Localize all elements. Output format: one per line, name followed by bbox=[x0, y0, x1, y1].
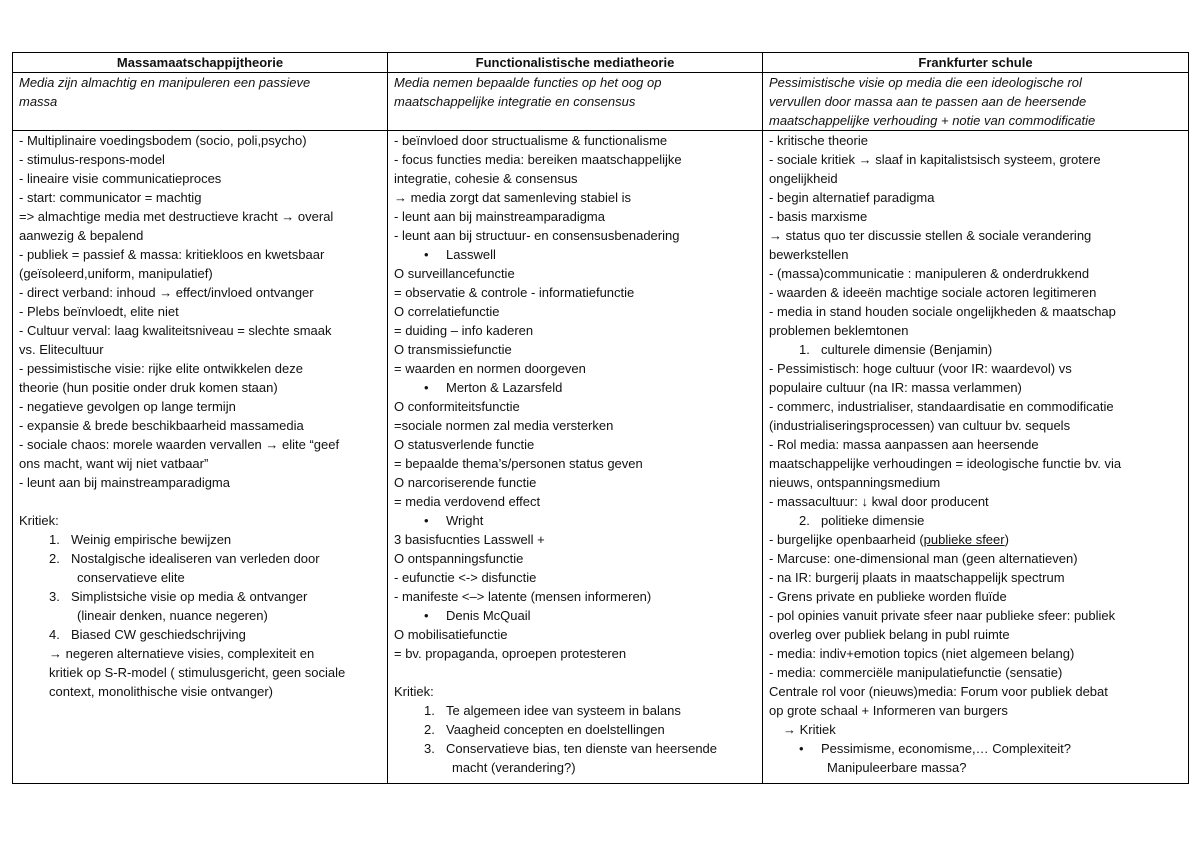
line-text: - Grens private en publieke worden fluïde bbox=[769, 589, 1007, 604]
text-line bbox=[769, 283, 1182, 302]
line-text: conservatieve elite bbox=[77, 570, 185, 585]
text-line bbox=[769, 663, 1182, 682]
line-text: - leunt aan bij structuur- en consensusbenadering bbox=[394, 228, 680, 243]
line-text: O narcoriserende functie bbox=[394, 475, 537, 490]
list-item bbox=[394, 720, 756, 739]
line-text: - manifeste <–> latente (mensen informeren) bbox=[394, 589, 652, 604]
intro-row bbox=[13, 73, 1189, 131]
line-text: - focus functies media: bereiken maatschappelijke bbox=[394, 152, 682, 167]
line-text: Vaagheid concepten en doelstellingen bbox=[446, 722, 665, 737]
line-text: - beïnvloed door structualisme & functionalisme bbox=[394, 133, 668, 148]
line-text: → status quo ter discussie stellen & sociale verandering bbox=[769, 228, 1092, 243]
text-line bbox=[769, 682, 1182, 701]
line-text: - leunt aan bij mainstreamparadigma bbox=[19, 475, 230, 490]
list-number: 1. bbox=[49, 532, 60, 547]
line-text: Lasswell bbox=[446, 247, 496, 262]
intro-cell bbox=[763, 73, 1189, 131]
text-line bbox=[19, 682, 381, 701]
list-item bbox=[394, 739, 756, 758]
text-line bbox=[769, 416, 1182, 435]
text-line bbox=[769, 435, 1182, 454]
intro-line: Media nemen bepaalde functies op het oog op bbox=[394, 75, 662, 90]
text-line bbox=[769, 644, 1182, 663]
text-line bbox=[394, 226, 756, 245]
line-text: O statusverlende functie bbox=[394, 437, 535, 452]
line-text: maatschappelijke verhoudingen = ideologische functie bv. via bbox=[769, 456, 1122, 471]
intro-line: vervullen door massa aan te passen aan de heersende bbox=[769, 94, 1087, 109]
text-line bbox=[19, 150, 381, 169]
text-line bbox=[769, 150, 1182, 169]
line-text: ons macht, want wij niet vatbaar” bbox=[19, 456, 209, 471]
line-text: - expansie & brede beschikbaarheid massamedia bbox=[19, 418, 304, 433]
text-line bbox=[769, 397, 1182, 416]
line-text: - negatieve gevolgen op lange termijn bbox=[19, 399, 236, 414]
intro-line: maatschappelijke integratie en consensus bbox=[394, 94, 636, 109]
line-text: - basis marxisme bbox=[769, 209, 868, 224]
list-item bbox=[19, 587, 381, 606]
text-line bbox=[394, 454, 756, 473]
text-line bbox=[394, 131, 756, 150]
text-line bbox=[394, 188, 756, 207]
text-line bbox=[19, 226, 381, 245]
text-line bbox=[394, 682, 756, 701]
list-item bbox=[394, 511, 756, 530]
text-line bbox=[769, 359, 1182, 378]
list-item bbox=[394, 606, 756, 625]
line-text: O conformiteitsfunctie bbox=[394, 399, 520, 414]
line-text: overleg over publiek belang in publ ruimte bbox=[769, 627, 1010, 642]
line-text: = waarden en normen doorgeven bbox=[394, 361, 586, 376]
text-line bbox=[769, 378, 1182, 397]
line-text: Centrale rol voor (nieuws)media: Forum voor publiek debat bbox=[769, 684, 1108, 699]
text-line bbox=[769, 492, 1182, 511]
list-number: 1. bbox=[799, 342, 810, 357]
text-line bbox=[769, 720, 1182, 739]
line-text-end: ) bbox=[1004, 532, 1009, 547]
text-line bbox=[19, 473, 381, 492]
line-text: - sociale chaos: morele waarden vervallen → elite “geef bbox=[19, 437, 340, 452]
intro-cell bbox=[13, 73, 388, 131]
text-line bbox=[394, 530, 756, 549]
text-line bbox=[394, 150, 756, 169]
text-line bbox=[394, 359, 756, 378]
line-text: - stimulus-respons-model bbox=[19, 152, 165, 167]
text-line bbox=[394, 207, 756, 226]
text-line bbox=[394, 264, 756, 283]
bullet-marker: • bbox=[424, 513, 429, 528]
text-line bbox=[769, 188, 1182, 207]
line-text: 3 basisfucnties Lasswell + bbox=[394, 532, 545, 547]
text-line bbox=[19, 606, 381, 625]
line-text: - sociale kritiek → slaaf in kapitalistsisch systeem, grotere bbox=[769, 152, 1101, 167]
text-line bbox=[394, 492, 756, 511]
text-line bbox=[769, 454, 1182, 473]
body-row bbox=[13, 131, 1189, 784]
text-line bbox=[394, 644, 756, 663]
text-line bbox=[394, 587, 756, 606]
text-line bbox=[19, 283, 381, 302]
line-text: → media zorgt dat samenleving stabiel is bbox=[394, 190, 632, 205]
text-line bbox=[19, 245, 381, 264]
text-line bbox=[394, 473, 756, 492]
line-text: O transmissiefunctie bbox=[394, 342, 512, 357]
text-line bbox=[769, 606, 1182, 625]
text-line bbox=[769, 226, 1182, 245]
text-line bbox=[19, 264, 381, 283]
line-text: - direct verband: inhoud → effect/invloed ontvanger bbox=[19, 285, 314, 300]
line-text: Te algemeen idee van systeem in balans bbox=[446, 703, 681, 718]
text-line bbox=[19, 321, 381, 340]
text-line bbox=[19, 188, 381, 207]
line-text: (industrialiseringsprocessen) van cultuur bv. sequels bbox=[769, 418, 1071, 433]
text-line bbox=[769, 758, 1182, 777]
line-text: - lineaire visie communicatieproces bbox=[19, 171, 222, 186]
line-text: - Marcuse: one-dimensional man (geen alternatieven) bbox=[769, 551, 1078, 566]
text-line bbox=[769, 701, 1182, 720]
text-line bbox=[394, 302, 756, 321]
list-number: 2. bbox=[424, 722, 435, 737]
text-line bbox=[394, 397, 756, 416]
text-line bbox=[19, 207, 381, 226]
text-line bbox=[394, 169, 756, 188]
list-item bbox=[19, 530, 381, 549]
text-line bbox=[19, 511, 381, 530]
line-text: Conservatieve bias, ten dienste van heersende bbox=[446, 741, 718, 756]
text-line bbox=[19, 454, 381, 473]
body-cell bbox=[388, 131, 763, 784]
line-text: = observatie & controle - informatiefunctie bbox=[394, 285, 635, 300]
text-line bbox=[769, 207, 1182, 226]
bullet-marker: • bbox=[424, 608, 429, 623]
line-text: bewerkstellen bbox=[769, 247, 849, 262]
line-text: - Cultuur verval: laag kwaliteitsniveau = slechte smaak bbox=[19, 323, 332, 338]
list-item bbox=[394, 378, 756, 397]
line-text: - commerc, industrialiser, standaardisatie en commodificatie bbox=[769, 399, 1114, 414]
line-text: ongelijkheid bbox=[769, 171, 838, 186]
text-line bbox=[769, 245, 1182, 264]
line-text: → negeren alternatieve visies, complexiteit en bbox=[49, 646, 315, 661]
list-item bbox=[394, 701, 756, 720]
line-text: culturele dimensie (Benjamin) bbox=[821, 342, 993, 357]
text-line bbox=[394, 568, 756, 587]
line-text: - pol opinies vanuit private sfeer naar publieke sfeer: publiek bbox=[769, 608, 1116, 623]
line-text: aanwezig & bepalend bbox=[19, 228, 144, 243]
intro-cell bbox=[388, 73, 763, 131]
list-number: 3. bbox=[49, 589, 60, 604]
bullet-marker: • bbox=[424, 247, 429, 262]
line-text: - media: indiv+emotion topics (niet algemeen belang) bbox=[769, 646, 1075, 661]
line-text: - pessimistische visie: rijke elite ontwikkelen deze bbox=[19, 361, 303, 376]
list-item bbox=[19, 549, 381, 568]
text-line bbox=[394, 663, 756, 682]
line-text: O ontspanningsfunctie bbox=[394, 551, 524, 566]
text-line bbox=[394, 625, 756, 644]
text-line bbox=[19, 492, 381, 511]
text-line bbox=[19, 416, 381, 435]
text-line bbox=[19, 568, 381, 587]
text-line bbox=[769, 169, 1182, 188]
text-line bbox=[769, 131, 1182, 150]
column-header: Functionalistische mediatheorie bbox=[388, 53, 763, 73]
line-text: Weinig empirische bewijzen bbox=[71, 532, 232, 547]
line-text: = media verdovend effect bbox=[394, 494, 541, 509]
intro-line: massa bbox=[19, 94, 58, 109]
line-text: Simplistsiche visie op media & ontvanger bbox=[71, 589, 308, 604]
line-text: Kritiek: bbox=[394, 684, 434, 699]
body-cell bbox=[763, 131, 1189, 784]
text-line bbox=[19, 169, 381, 188]
list-item bbox=[394, 245, 756, 264]
body-cell bbox=[13, 131, 388, 784]
line-text: Pessimisme, economisme,… Complexiteit? bbox=[821, 741, 1071, 756]
line-text: - Rol media: massa aanpassen aan heersende bbox=[769, 437, 1039, 452]
text-line bbox=[394, 435, 756, 454]
line-text: Wright bbox=[446, 513, 484, 528]
intro-line: Pessimistische visie op media die een ideologische rol bbox=[769, 75, 1082, 90]
line-text: nieuws, ontspanningsmedium bbox=[769, 475, 941, 490]
bullet-marker: • bbox=[799, 741, 804, 756]
text-line bbox=[769, 587, 1182, 606]
line-text: O correlatiefunctie bbox=[394, 304, 500, 319]
line-text: Biased CW geschiedschrijving bbox=[71, 627, 246, 642]
line-text: = bv. propaganda, oproepen protesteren bbox=[394, 646, 627, 661]
line-text: - leunt aan bij mainstreamparadigma bbox=[394, 209, 605, 224]
line-text: - na IR: burgerij plaats in maatschappelijk spectrum bbox=[769, 570, 1065, 585]
list-item bbox=[769, 511, 1182, 530]
line-text: - massacultuur: ↓ kwal door producent bbox=[769, 494, 989, 509]
header-row bbox=[13, 53, 1189, 73]
text-line bbox=[769, 549, 1182, 568]
line-text: - publiek = passief & massa: kritiekloos en kwetsbaar bbox=[19, 247, 325, 262]
line-text: vs. Elitecultuur bbox=[19, 342, 104, 357]
column-header: Massamaatschappijtheorie bbox=[13, 53, 388, 73]
line-text: - Multiplinaire voedingsbodem (socio, poli,psycho) bbox=[19, 133, 307, 148]
line-text: - Plebs beïnvloedt, elite niet bbox=[19, 304, 179, 319]
list-number: 2. bbox=[49, 551, 60, 566]
line-text: Denis McQuail bbox=[446, 608, 531, 623]
line-text: Merton & Lazarsfeld bbox=[446, 380, 563, 395]
text-line bbox=[19, 302, 381, 321]
list-item bbox=[19, 625, 381, 644]
text-line bbox=[19, 663, 381, 682]
column-header: Frankfurter schule bbox=[763, 53, 1189, 73]
line-text: Kritiek: bbox=[19, 513, 59, 528]
line-text: => almachtige media met destructieve kracht → overal bbox=[19, 209, 334, 224]
line-text: - Pessimistisch: hoge cultuur (voor IR: waardevol) vs bbox=[769, 361, 1072, 376]
line-text: Manipuleerbare massa? bbox=[827, 760, 967, 775]
line-text: - media: commerciële manipulatiefunctie (sensatie) bbox=[769, 665, 1063, 680]
list-number: 2. bbox=[799, 513, 810, 528]
line-text: O mobilisatiefunctie bbox=[394, 627, 508, 642]
text-line bbox=[769, 321, 1182, 340]
line-text: op grote schaal + Informeren van burgers bbox=[769, 703, 1008, 718]
list-number: 1. bbox=[424, 703, 435, 718]
list-item bbox=[769, 340, 1182, 359]
text-line bbox=[769, 302, 1182, 321]
text-line bbox=[394, 416, 756, 435]
text-line bbox=[769, 530, 1182, 549]
line-text: - media in stand houden sociale ongelijkheden & maatschap bbox=[769, 304, 1116, 319]
line-text: kritiek op S-R-model ( stimulusgericht, geen sociale bbox=[49, 665, 346, 680]
list-number: 4. bbox=[49, 627, 60, 642]
text-line bbox=[394, 340, 756, 359]
bullet-marker: • bbox=[424, 380, 429, 395]
comparison-table bbox=[12, 52, 1189, 784]
text-line bbox=[19, 644, 381, 663]
line-text: macht (verandering?) bbox=[452, 760, 576, 775]
line-text: - start: communicator = machtig bbox=[19, 190, 202, 205]
underlined-term: publieke sfeer bbox=[923, 532, 1005, 547]
line-text: = bepaalde thema’s/personen status geven bbox=[394, 456, 643, 471]
text-line bbox=[394, 549, 756, 568]
intro-line: maatschappelijke verhouding + notie van commodificatie bbox=[769, 113, 1096, 128]
text-line bbox=[19, 397, 381, 416]
text-line bbox=[769, 568, 1182, 587]
line-text: → Kritiek bbox=[783, 722, 836, 737]
line-text: (geïsoleerd,uniform, manipulatief) bbox=[19, 266, 213, 281]
text-line bbox=[19, 340, 381, 359]
list-item bbox=[769, 739, 1182, 758]
line-text: - (massa)communicatie : manipuleren & onderdrukkend bbox=[769, 266, 1090, 281]
line-text: politieke dimensie bbox=[821, 513, 925, 528]
text-line bbox=[769, 264, 1182, 283]
list-number: 3. bbox=[424, 741, 435, 756]
text-line bbox=[394, 758, 756, 777]
line-text: integratie, cohesie & consensus bbox=[394, 171, 578, 186]
line-text: O surveillancefunctie bbox=[394, 266, 515, 281]
line-text: - burgelijke openbaarheid ( bbox=[769, 532, 924, 547]
text-line bbox=[19, 378, 381, 397]
line-text: Nostalgische idealiseren van verleden door bbox=[71, 551, 320, 566]
text-line bbox=[19, 359, 381, 378]
line-text: - begin alternatief paradigma bbox=[769, 190, 935, 205]
text-line bbox=[394, 283, 756, 302]
line-text: problemen beklemtonen bbox=[769, 323, 909, 338]
line-text: - kritische theorie bbox=[769, 133, 868, 148]
line-text: (lineair denken, nuance negeren) bbox=[77, 608, 268, 623]
line-text: - waarden & ideeën machtige sociale actoren legitimeren bbox=[769, 285, 1097, 300]
text-line bbox=[19, 131, 381, 150]
line-text: context, monolithische visie ontvanger) bbox=[49, 684, 274, 699]
text-line bbox=[769, 625, 1182, 644]
text-line bbox=[19, 435, 381, 454]
intro-line: Media zijn almachtig en manipuleren een passieve bbox=[19, 75, 311, 90]
text-line bbox=[769, 473, 1182, 492]
line-text: =sociale normen zal media versterken bbox=[394, 418, 614, 433]
line-text: - eufunctie <-> disfunctie bbox=[394, 570, 537, 585]
line-text: theorie (hun positie onder druk komen staan) bbox=[19, 380, 278, 395]
line-text: = duiding – info kaderen bbox=[394, 323, 534, 338]
text-line bbox=[394, 321, 756, 340]
line-text: populaire cultuur (na IR: massa verlammen) bbox=[769, 380, 1022, 395]
